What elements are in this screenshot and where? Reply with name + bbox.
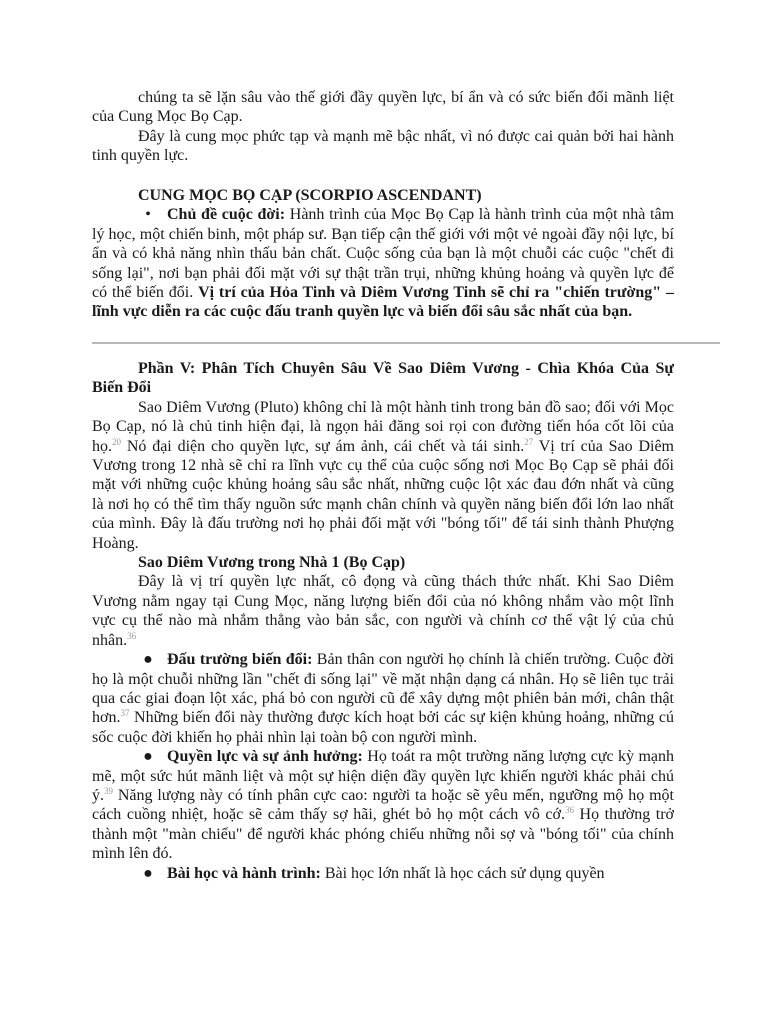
bullet-text: Những biến đổi này thường được kích hoạt bởi các sự kiện khủng hoảng, những cú sốc cuộc đời khiến họ phải nhìn lại toàn bộ con người mình. xyxy=(92,709,674,746)
pluto-house1-text: Đây là vị trí quyền lực nhất, cô đọng và cũng thách thức nhất. Khi Sao Diêm Vương nằm ngay tại Cung Mọc, năng lượng biến đổi của nó không nhắm vào một lĩnh vực cụ thể nào mà nhắm thẳng vào bản sắc, con người và chính cơ thể vật lý của chủ nhân. xyxy=(92,573,674,649)
bullet-text: Họ thường trở thành một "màn chiếu" để người khác phóng chiếu những nỗi sợ và "bóng tối" của chính mình lên đó. xyxy=(92,806,674,863)
life-theme-label: Chủ đề cuộc đời: xyxy=(167,206,286,224)
bullet-icon: ● xyxy=(143,651,153,669)
footnote-ref[interactable]: 39 xyxy=(104,785,113,796)
bullet-lesson-journey xyxy=(92,864,674,883)
life-theme-bullet xyxy=(92,205,674,321)
bullet-transformation-arena xyxy=(92,650,674,747)
bullet-label: Đấu trường biến đổi: xyxy=(167,651,313,669)
intro-paragraph-1: chúng ta sẽ lặn sâu vào thế giới đầy quyền lực, bí ẩn và có sức biến đổi mãnh liệt của Cung Mọc Bọ Cạp. xyxy=(92,89,674,126)
part5-heading: Phần V: Phân Tích Chuyên Sâu Về Sao Diêm Vương - Chìa Khóa Của Sự Biến Đổi xyxy=(92,360,674,397)
bullet-power-influence xyxy=(92,747,674,863)
bullet-icon: ● xyxy=(143,864,153,882)
part5-section xyxy=(92,359,674,883)
part5-text-2: Nó đại diện cho quyền lực, sự ám ảnh, cái chết và tái sinh. xyxy=(121,437,525,455)
bullet-text: Năng lượng này có tính phân cực cao: người ta hoặc sẽ yêu mến, ngưỡng mộ họ một cách cuồng nhiệt, hoặc sẽ cảm thấy sợ hãi, ghét bỏ họ một cách vô cớ. xyxy=(92,786,674,824)
scorpio-heading: CUNG MỌC BỌ CẠP (SCORPIO ASCENDANT) xyxy=(138,187,482,204)
part5-text-1: Sao Diêm Vương (Pluto) không chỉ là một hành tinh trong bản đồ sao; đối với Mọc Bọ Cạp, nó là chủ tinh hiện đại, là ngọn hải đăng soi rọi con đường tiến hóa cốt lõi của họ. xyxy=(92,398,674,455)
bullet-label: Quyền lực và sự ảnh hưởng: xyxy=(167,748,363,766)
bullet-icon: • xyxy=(145,206,151,224)
bullet-icon: ● xyxy=(143,748,153,766)
footnote-ref[interactable]: 27 xyxy=(524,436,534,447)
life-theme-text: Hành trình của Mọc Bọ Cạp là hành trình của một nhà tâm lý học, một chiến binh, một pháp sư. Bạn tiếp cận thế giới với một vẻ ngoài đầy nội lực, bí ẩn và có khả năng nhìn thấu bản chất. Cuộc sống của bạn là một chuỗi các cuộc "chết đi sống lại", nơi bạn phải đối mặt với sự thật trần trụi, những khủng hoảng và quyền lực để có thể biến đổi. xyxy=(92,206,675,302)
intro-block xyxy=(92,88,674,166)
bullet-label: Bài học và hành trình: xyxy=(167,864,321,882)
bullet-text: Họ toát ra một trường năng lượng cực kỳ mạnh mẽ, một sức hút mãnh liệt và một sự hiện diện đầy quyền lực khiến người khác phải chú ý. xyxy=(92,748,675,804)
pluto-house1-heading: Sao Diêm Vương trong Nhà 1 (Bọ Cạp) xyxy=(138,554,406,572)
scorpio-section xyxy=(92,186,674,322)
intro-paragraph-2: Đây là cung mọc phức tạp và mạnh mẽ bậc nhất, vì nó được cai quản bởi hai hành tinh quyền lực. xyxy=(92,127,674,165)
horizontal-rule xyxy=(92,342,720,344)
footnote-ref[interactable]: 36 xyxy=(564,805,574,816)
part5-paragraph xyxy=(92,398,674,553)
footnote-ref[interactable]: 36 xyxy=(127,630,137,641)
footnote-ref[interactable]: 20 xyxy=(112,436,121,447)
footnote-ref[interactable]: 37 xyxy=(120,708,130,719)
bullet-text: Bản thân con người họ chính là chiến trường. Cuộc đời họ là một chuỗi những lần "chết đi sống lại" về mặt nhận dạng cá nhân. Họ sẽ liên tục trải qua các giai đoạn lột xác, phá bỏ con người cũ để xây dựng một phiên bản mới, chân thật hơn. xyxy=(92,651,674,727)
part5-text-3: Vị trí của Sao Diêm Vương trong 12 nhà sẽ chỉ ra lĩnh vực cụ thể của cuộc sống nơi Mọc Bọ Cạp sẽ phải đối mặt với những cuộc khủng hoảng sâu sắc nhất, những cuộc lột xác đau đớn nhất và cũng là nơi họ có thể tìm thấy nguồn sức mạnh chân chính và quyền năng biến đổi lớn lao nhất của mình. Đây là đấu trường nơi họ phải đối mặt với "bóng tối" để tái sinh thành Phượng Hoàng. xyxy=(92,437,674,552)
life-theme-bold-tail: Vị trí của Hỏa Tinh và Diêm Vương Tinh sẽ chỉ ra "chiến trường" – lĩnh vực diễn ra các cuộc đấu tranh quyền lực và biến đổi sâu sắc nhất của bạn. xyxy=(92,284,675,321)
pluto-house1-paragraph xyxy=(92,572,674,650)
bullet-text: Bài học lớn nhất là học cách sử dụng quyền xyxy=(320,864,605,882)
